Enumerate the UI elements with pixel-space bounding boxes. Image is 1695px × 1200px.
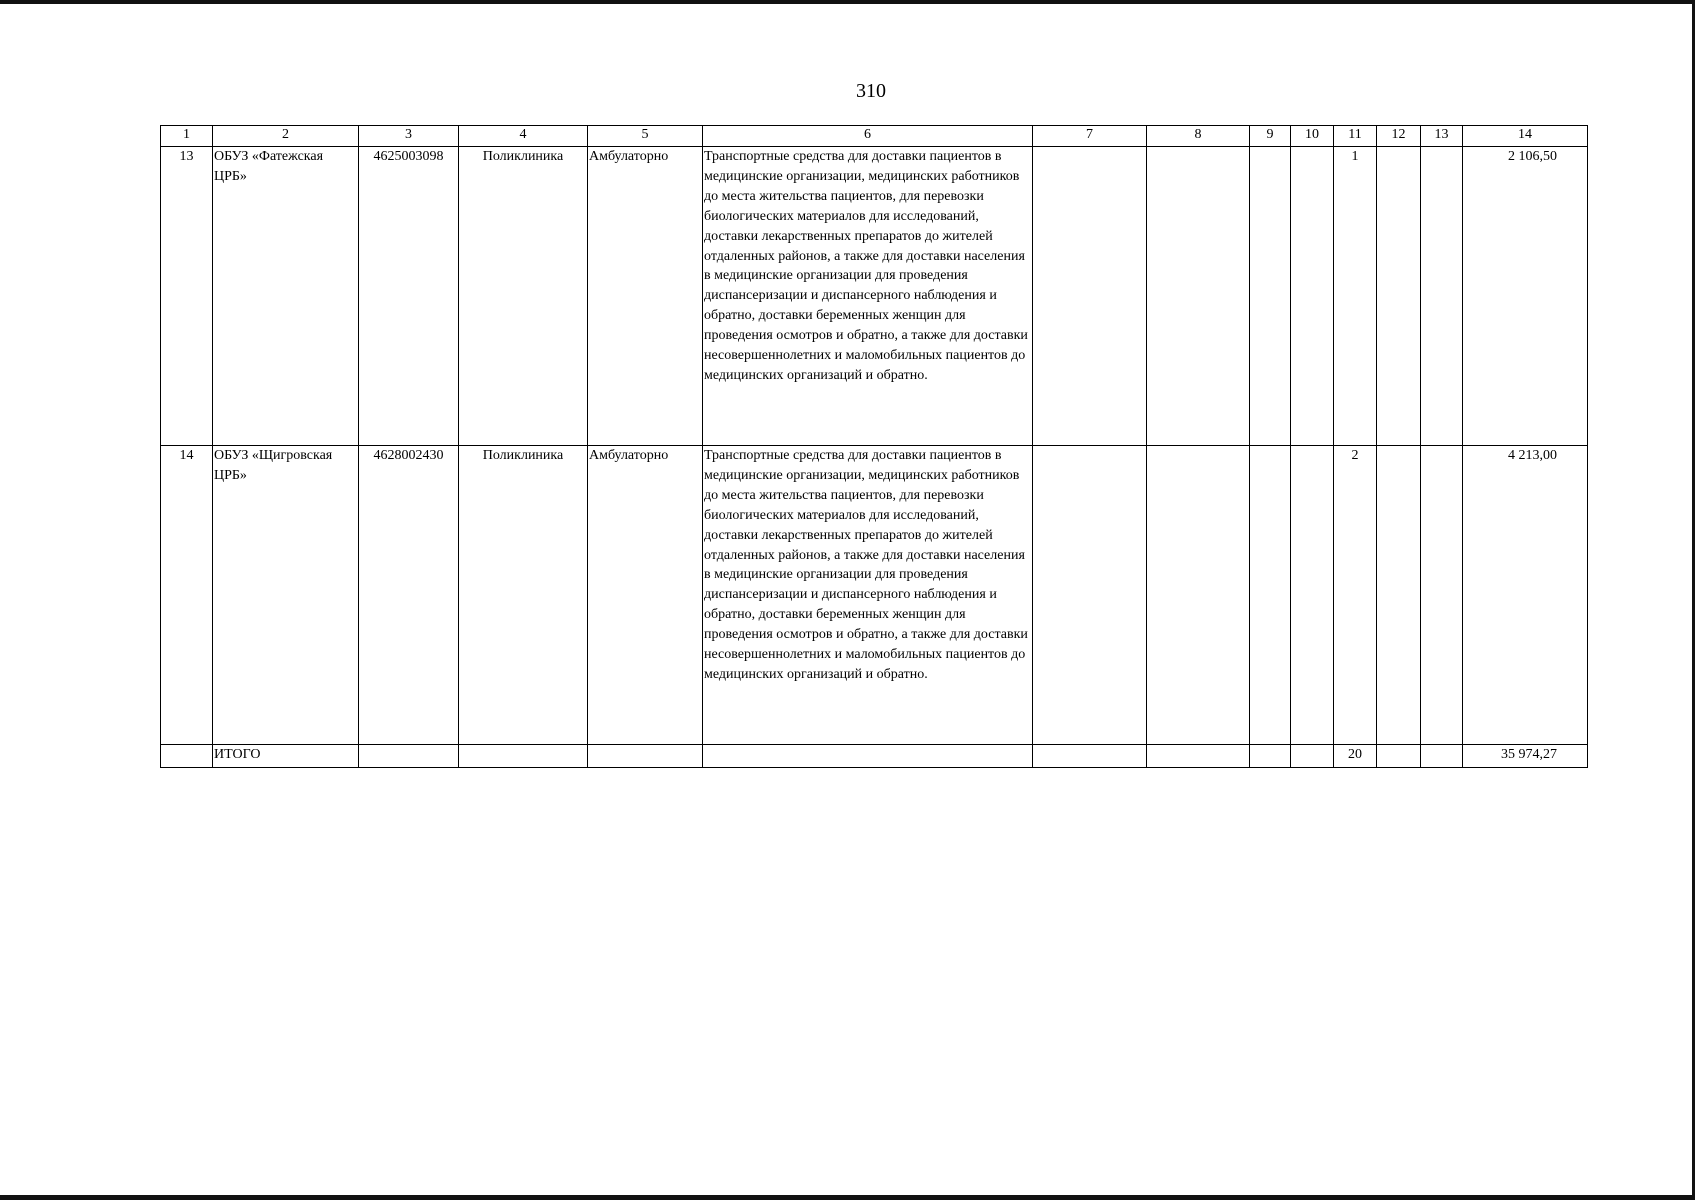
amount: 2 106,50 [1463,147,1588,446]
cell-col7 [1033,147,1147,446]
cell-col8 [1147,446,1250,745]
column-header: 12 [1377,126,1421,147]
cell-col12 [1377,446,1421,745]
cell-col13 [1421,446,1463,745]
row-number: 13 [161,147,213,446]
column-header: 5 [588,126,703,147]
table-row [161,446,1588,745]
column-header: 10 [1291,126,1334,147]
total-amount: 35 974,27 [1463,745,1588,768]
inn-code: 4625003098 [359,147,459,446]
total-empty-cell [703,745,1033,768]
cell-col9 [1250,446,1291,745]
vehicle-count: 2 [1334,446,1377,745]
amount: 4 213,00 [1463,446,1588,745]
purpose-description: Транспортные средства для доставки пациентов в медицинские организации, медицинских работников до места жительства пациентов, для перевозки биологических материалов для исследований, доставки лекарственных препаратов до жителей отдаленных районов, а также для доставки населения в медицинские организации для проведения диспансеризации и диспансерного наблюдения и обратно, доставки беременных женщин для проведения осмотров и обратно, а также для доставки несовершеннолетних и маломобильных пациентов до медицинских организаций и обратно. [703,147,1033,446]
column-header: 6 [703,126,1033,147]
column-header: 13 [1421,126,1463,147]
cell-col9 [1250,147,1291,446]
table-row [161,147,1588,446]
scan-border-top [0,0,1695,4]
total-vehicle-count: 20 [1334,745,1377,768]
total-empty-cell [1291,745,1334,768]
organization-name: ОБУЗ «Фатежская ЦРБ» [213,147,359,446]
vehicle-count: 1 [1334,147,1377,446]
total-empty-cell [459,745,588,768]
scan-border-bottom [0,1195,1695,1200]
organization-name: ОБУЗ «Щигровская ЦРБ» [213,446,359,745]
cell-col13 [1421,147,1463,446]
total-empty-cell [1421,745,1463,768]
cell-col10 [1291,147,1334,446]
inn-code: 4628002430 [359,446,459,745]
column-header: 8 [1147,126,1250,147]
column-header: 14 [1463,126,1588,147]
purpose-description: Транспортные средства для доставки пациентов в медицинские организации, медицинских работников до места жительства пациентов, для перевозки биологических материалов для исследований, доставки лекарственных препаратов до жителей отдаленных районов, а также для доставки населения в медицинские организации для проведения диспансеризации и диспансерного наблюдения и обратно, доставки беременных женщин для проведения осмотров и обратно, а также для доставки несовершеннолетних и маломобильных пациентов до медицинских организаций и обратно. [703,446,1033,745]
column-header: 9 [1250,126,1291,147]
total-empty-cell [1250,745,1291,768]
unit-type: Поликлиника [459,147,588,446]
column-header: 1 [161,126,213,147]
cell-col7 [1033,446,1147,745]
care-condition: Амбулаторно [588,446,703,745]
column-number-header [161,126,1588,147]
care-condition: Амбулаторно [588,147,703,446]
total-empty-cell [1033,745,1147,768]
column-header: 7 [1033,126,1147,147]
column-header: 2 [213,126,359,147]
cell-col8 [1147,147,1250,446]
column-header: 11 [1334,126,1377,147]
unit-type: Поликлиника [459,446,588,745]
total-empty-cell [161,745,213,768]
row-number: 14 [161,446,213,745]
registry-table [160,125,1588,768]
cell-col10 [1291,446,1334,745]
total-empty-cell [588,745,703,768]
cell-col12 [1377,147,1421,446]
total-label: ИТОГО [213,745,359,768]
column-header: 3 [359,126,459,147]
total-row [161,745,1588,768]
column-header: 4 [459,126,588,147]
total-empty-cell [359,745,459,768]
total-empty-cell [1147,745,1250,768]
page-number: 310 [856,80,886,102]
total-empty-cell [1377,745,1421,768]
